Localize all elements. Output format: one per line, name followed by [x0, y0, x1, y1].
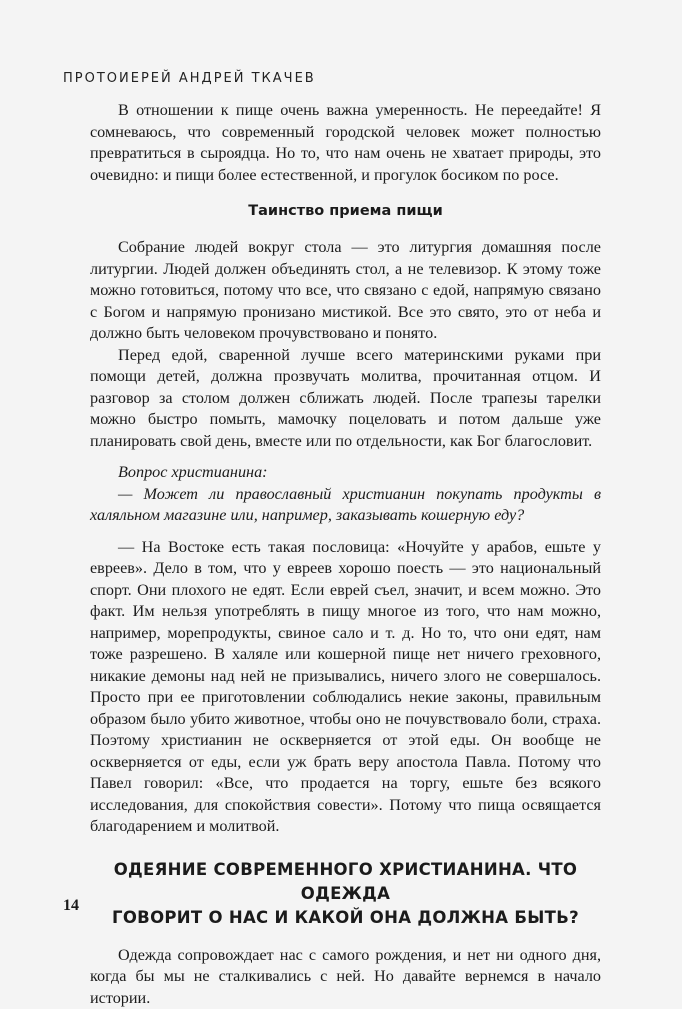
section-heading-line: ГОВОРИТ О НАС И КАКОЙ ОНА ДОЛЖНА БЫТЬ?: [84, 906, 607, 930]
question-label: Вопрос христианина:: [90, 462, 601, 484]
paragraph-gap: [90, 527, 601, 537]
answer-text: — На Востоке есть такая пословица: «Ночуйте у арабов, ешьте у евреев». Дело в том, что у евреев хорошо поесть — это национальный спорт. Они плохого не едят. Если еврей съел, значит, и всем можно. Это факт. Им нельзя употреблять в пищу многое из того, что нам можно, например, морепродукты, свиное сало и т. д. Но то, что они едят, нам тоже разрешено. В халяле или кошерной пище нет ничего греховного, никакие демоны над ней не призывались, ничего злого не совершалось. Просто при ее приготовлении соблюдались некие законы, правильным образом было убито животное, чтобы оно не почувствовало боли, страха. Поэтому христианин не оскверняется от этой еды. Он вообще не оскверняется от еды, если уж брать веру апостола Павла. Потому что Павел говорил: «Все, что продается на торгу, ешьте без всякого исследования, для спокойствия совести». Потому что пища освящается благодарением и молитвой.: [90, 537, 601, 838]
body-paragraph: Собрание людей вокруг стола — это литургия домашняя после литургии. Людей должен объединять стол, а не телевизор. К этому тоже можно готовиться, потому что все, что связано с едой, напрямую связано с Богом и напрямую пронизано мистикой. Все это свято, это от неба и должно быть человеком прочувствовано и понято.: [90, 237, 601, 345]
section-heading-line: ОДЕЯНИЕ СОВРЕМЕННОГО ХРИСТИАНИНА. ЧТО ОДЕЖДА: [84, 858, 607, 906]
question-text: — Может ли православный христианин покупать продукты в халяльном магазине или, например, заказывать кошерную еду?: [90, 484, 601, 527]
body-paragraph: Перед едой, сваренной лучше всего материнскими руками при помощи детей, должна прозвучать молитва, прочитанная отцом. И разговор за столом должен сближать людей. После трапезы тарелки можно быстро помыть, мамочку поцеловать и потом дальше уже планировать свой день, вместе или по отдельности, как Бог благословит.: [90, 345, 601, 453]
page-content: [90, 100, 601, 1009]
section-heading: [84, 858, 607, 930]
page-number: 14: [63, 897, 79, 915]
closing-paragraph: Одежда сопровождает нас с самого рождения, и нет ни одного дня, когда бы мы не сталкивались с ней. Но давайте вернемся в начало истории.: [90, 945, 601, 1009]
subheading: Таинство приема пищи: [90, 201, 601, 221]
paragraph-gap: [90, 452, 601, 462]
running-header: ПРОТОИЕРЕЙ АНДРЕЙ ТКАЧЕВ: [63, 71, 316, 86]
intro-paragraph: В отношении к пище очень важна умеренность. Не переедайте! Я сомневаюсь, что современный городской человек может полностью превратиться в сыроядца. Но то, что нам очень не хватает природы, это очевидно: и пищи более естественной, и прогулок босиком по росе.: [90, 100, 601, 186]
